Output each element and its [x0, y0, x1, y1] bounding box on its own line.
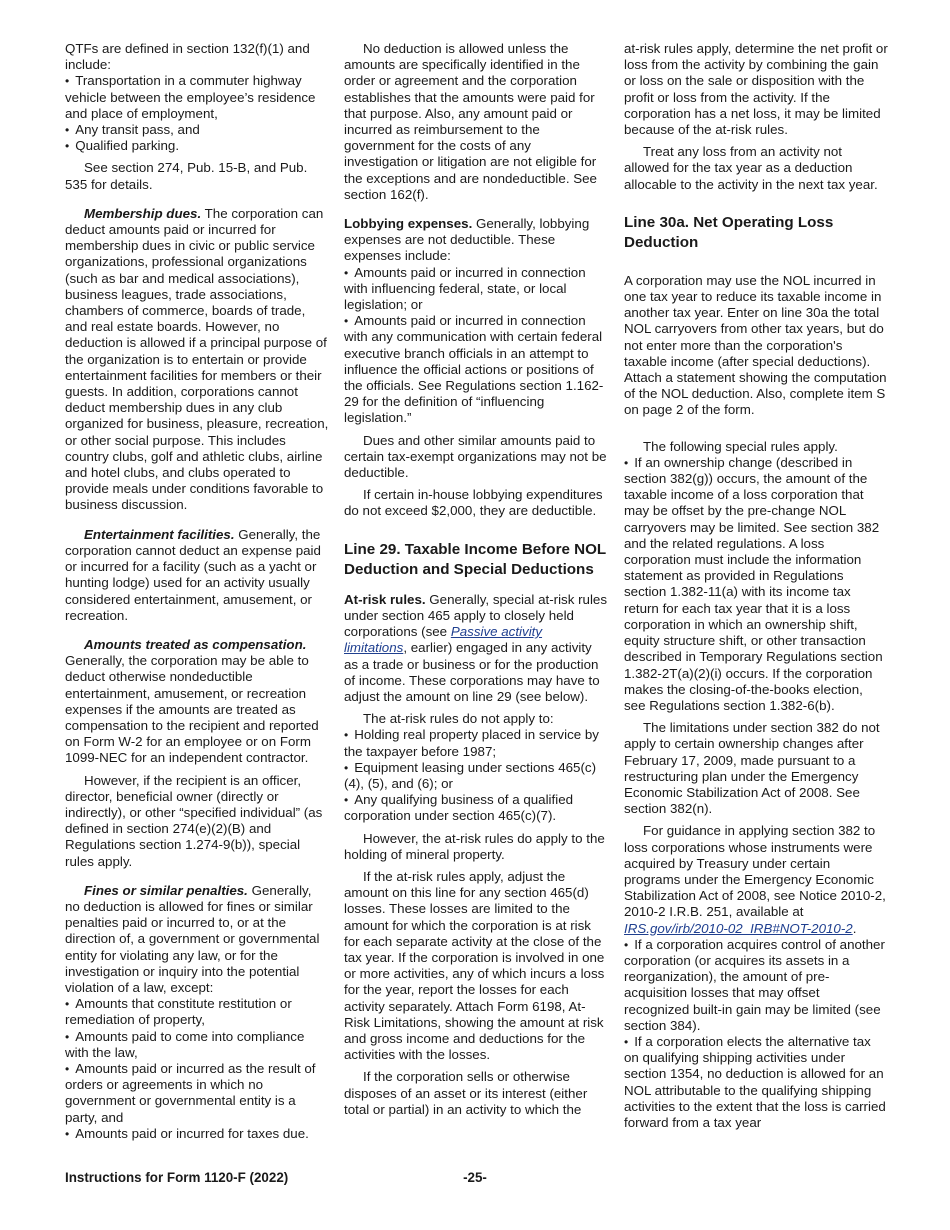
officer-paragraph: However, if the recipient is an officer, director, beneficial owner (directly or indirectly), or other “specified individual” (as defined in section 274(e)(2)(B) and Regulations section 1.274-9(b)), special rules apply. — [65, 772, 323, 869]
page-number: -25- — [463, 1170, 487, 1185]
list-item: • Any qualifying business of a qualified corporation under section 465(c)(7). — [344, 792, 608, 824]
guidance-text: For guidance in applying section 382 to loss corporations whose instruments were acquired by Treasury under certain programs under the Emergency Economic Stabilization Act of 2008, see Notice 2010-2, 2010-2 I.R.B. 251, available at — [624, 823, 886, 920]
lobbying-text: Generally, lobbying expenses are not deductible. These expenses include: — [344, 216, 590, 264]
membership-dues-heading: Membership dues. — [84, 205, 202, 221]
entertainment-facilities-paragraph — [65, 527, 329, 624]
at-risk-heading: At-risk rules. — [344, 591, 426, 607]
lobbying-paragraph — [344, 216, 608, 265]
not-apply-paragraph: The at-risk rules do not apply to: — [363, 711, 554, 727]
sells-paragraph: If the corporation sells or otherwise disposes of an asset or its interest (either total or partial) in an activity to which the — [344, 1069, 588, 1117]
fines-paragraph — [65, 883, 329, 996]
fines-list — [65, 996, 329, 1142]
no-deduction-paragraph: No deduction is allowed unless the amounts are specifically identified in the order or agreement and the corporation establishes that the amounts were paid for that purpose. Also, any amount paid or incurred as reimbursement to the government for the costs of any investigation or litigation are not eligible for the exceptions and are nondeductible. See section 162(f). — [344, 41, 597, 202]
see-section-274: See section 274, Pub. 15-B, and Pub. 535 for details. — [65, 160, 308, 192]
special-rules-paragraph: The following special rules apply. — [643, 438, 838, 454]
list-item: • If an ownership change (described in section 382(g)) occurs, the amount of the taxable income of a loss corporation that may be offset by the pre-change NOL carryovers may be limited. See section 382 and the related regulations. A loss corporation must include the information statement as provided in Regulations section 1.382-11(a) with its income tax return for each tax year that it is a loss corporation in which an ownership shift, equity structure shift, or other transaction described in Temporary Regulations section 1.382-2T(a)(2)(i) occurs. If the corporation makes the closing-of-the-books election, see Regulations section 1.382-6(b). — [624, 455, 888, 714]
dues-paragraph: Dues and other similar amounts paid to certain tax-exempt organizations may not be deductible. — [344, 432, 607, 481]
compensation-paragraph — [65, 637, 329, 767]
compensation-text: Generally, the corporation may be able to deduct otherwise nondeductible entertainment, amusement, or recreation expenses if the amounts are treated as compensation to the recipient and reported on Form W-2 for an employee or on Form 1099-NEC for an independent contractor. — [65, 653, 319, 766]
passive-activity-link[interactable]: Passive activity limitations — [344, 624, 543, 656]
list-item: • Any transit pass, and — [65, 122, 329, 138]
inhouse-paragraph: If certain in-house lobbying expenditures do not exceed $2,000, they are deductible. — [344, 487, 603, 519]
irs-notice-link[interactable]: IRS.gov/irb/2010-02_IRB#NOT-2010-2 — [624, 920, 853, 936]
at-risk-text-b: , earlier) engaged in any activity as a trade or business or for the production of income. These corporations may have to adjust the amount on line 29 (see below). — [344, 640, 600, 704]
list-item: • If a corporation acquires control of another corporation (or acquires its assets in a reorganization), the amount of pre-acquisition losses that may offset recognized built-in gain may be limited (see section 384). — [624, 937, 888, 1034]
list-item: • Amounts paid or incurred as the result of orders or agreements in which no government or governmental entity is a party, and — [65, 1061, 329, 1126]
entertainment-facilities-heading: Entertainment facilities. — [84, 526, 235, 542]
list-item: • Holding real property placed in service by the taxpayer before 1987; — [344, 727, 608, 759]
line-30a-heading: Line 30a. Net Operating Loss Deduction — [624, 213, 834, 251]
list-item: • Amounts paid to come into compliance with the law, — [65, 1029, 329, 1061]
list-item: • Equipment leasing under sections 465(c)(4), (5), and (6); or — [344, 760, 608, 792]
qtf-intro: QTFs are defined in section 132(f)(1) and include: — [65, 41, 310, 73]
compensation-heading: Amounts treated as compensation. — [84, 636, 307, 652]
mineral-paragraph: However, the at-risk rules do apply to the holding of mineral property. — [344, 830, 605, 862]
guidance-paragraph — [624, 823, 888, 936]
nol-paragraph: A corporation may use the NOL incurred in one tax year to reduce its taxable income in another tax year. Enter on line 30a the total NOL carryovers from other tax years, but do not enter more than the corporation's taxable income (after special deductions). Attach a statement showing the computation of the NOL deduction. Also, complete item S on page 2 of the form. — [624, 272, 887, 418]
membership-dues-text: The corporation can deduct amounts paid or incurred for membership dues in civic or public service organizations, professional organizations (such as bar and medical associations), business leagues, trade associations, chambers of commerce, boards of trade, and real estate boards. However, no deduction is allowed if a principal purpose of the organization is to entertain or provide entertainment facilities for members or their guests. In addition, corporations cannot deduct membership dues in any club organized for business, pleasure, recreation, or other social purpose. This includes country clubs, golf and athletic clubs, airline and hotel clubs, and clubs operated to provide meals under conditions favorable to business discussion. — [65, 205, 329, 513]
column-3 — [624, 41, 888, 1131]
adjust-paragraph: If the at-risk rules apply, adjust the amount on this line for any section 465(d) losses. These losses are limited to the amount for which the corporation is at risk for each separate activity at the close of the tax year. If the corporation is involved in one or more activities, any of which incurs a loss for the year, report the losses for each activity separately. Attach Form 6198, At-Risk Limitations, showing the amount at risk and gross income and deductions for the activities with the losses. — [344, 868, 605, 1063]
guidance-end: . — [852, 920, 857, 936]
fines-heading: Fines or similar penalties. — [84, 882, 248, 898]
acquisition-list — [624, 937, 888, 1131]
continued-paragraph: at-risk rules apply, determine the net profit or loss from the activity by combining the gain or loss on the sale or disposition with the profit or loss from the activity. If the corporation has a net loss, it may be limited because of the at-risk rules. — [624, 41, 888, 138]
not-apply-list — [344, 727, 608, 824]
at-risk-text-a: Generally, special at-risk rules under section 465 apply to closely held corporations (see — [344, 591, 608, 640]
column-1 — [65, 41, 329, 1142]
line-29-heading: Line 29. Taxable Income Before NOL Deduction and Special Deductions — [344, 540, 606, 578]
at-risk-paragraph — [344, 592, 608, 705]
list-item: • Amounts paid or incurred in connection with influencing federal, state, or local legislation; or — [344, 265, 608, 314]
limitations-paragraph: The limitations under section 382 do not apply to certain ownership changes after February 17, 2009, made pursuant to a restructuring plan under the Emergency Economic Stabilization Act of 2008. See section 382(n). — [624, 720, 880, 817]
list-item: • Amounts paid or incurred in connection with any communication with certain federal executive branch officials in an attempt to influence the official actions or positions of the officials. See Regulations section 1.162-29 for the definition of “influencing legislation.” — [344, 313, 608, 426]
form-title: Instructions for Form 1120-F (2022) — [65, 1170, 289, 1185]
list-item: • Transportation in a commuter highway vehicle between the employee’s residence and place of employment, — [65, 73, 329, 122]
column-2 — [344, 41, 608, 1118]
membership-dues-paragraph — [65, 206, 329, 514]
list-item: • Amounts that constitute restitution or remediation of property, — [65, 996, 329, 1028]
qtf-list — [65, 73, 329, 154]
treat-loss-paragraph: Treat any loss from an activity not allowed for the tax year as a deduction allocable to the activity in the next tax year. — [624, 144, 878, 192]
ownership-list — [624, 455, 888, 714]
list-item: • Amounts paid or incurred for taxes due. — [65, 1126, 329, 1142]
fines-text: Generally, no deduction is allowed for fines or similar penalties paid or incurred to, or at the direction of, a government or governmental entity for violating any law, or for the investigation or inquiry into the potential violation of a law, except: — [65, 882, 320, 995]
lobbying-heading: Lobbying expenses. — [344, 216, 473, 232]
list-item: • If a corporation elects the alternative tax on qualifying shipping activities under section 1354, no deduction is allowed for an NOL attributable to the qualifying shipping activities to the extent that the loss is carried forward from a tax year — [624, 1034, 888, 1131]
lobbying-list — [344, 265, 608, 427]
list-item: • Qualified parking. — [65, 138, 329, 154]
entertainment-facilities-text: Generally, the corporation cannot deduct an expense paid or incurred for a facility (such as a yacht or hunting lodge) used for an activity usually considered entertainment, amusement, or recreation. — [65, 526, 321, 623]
